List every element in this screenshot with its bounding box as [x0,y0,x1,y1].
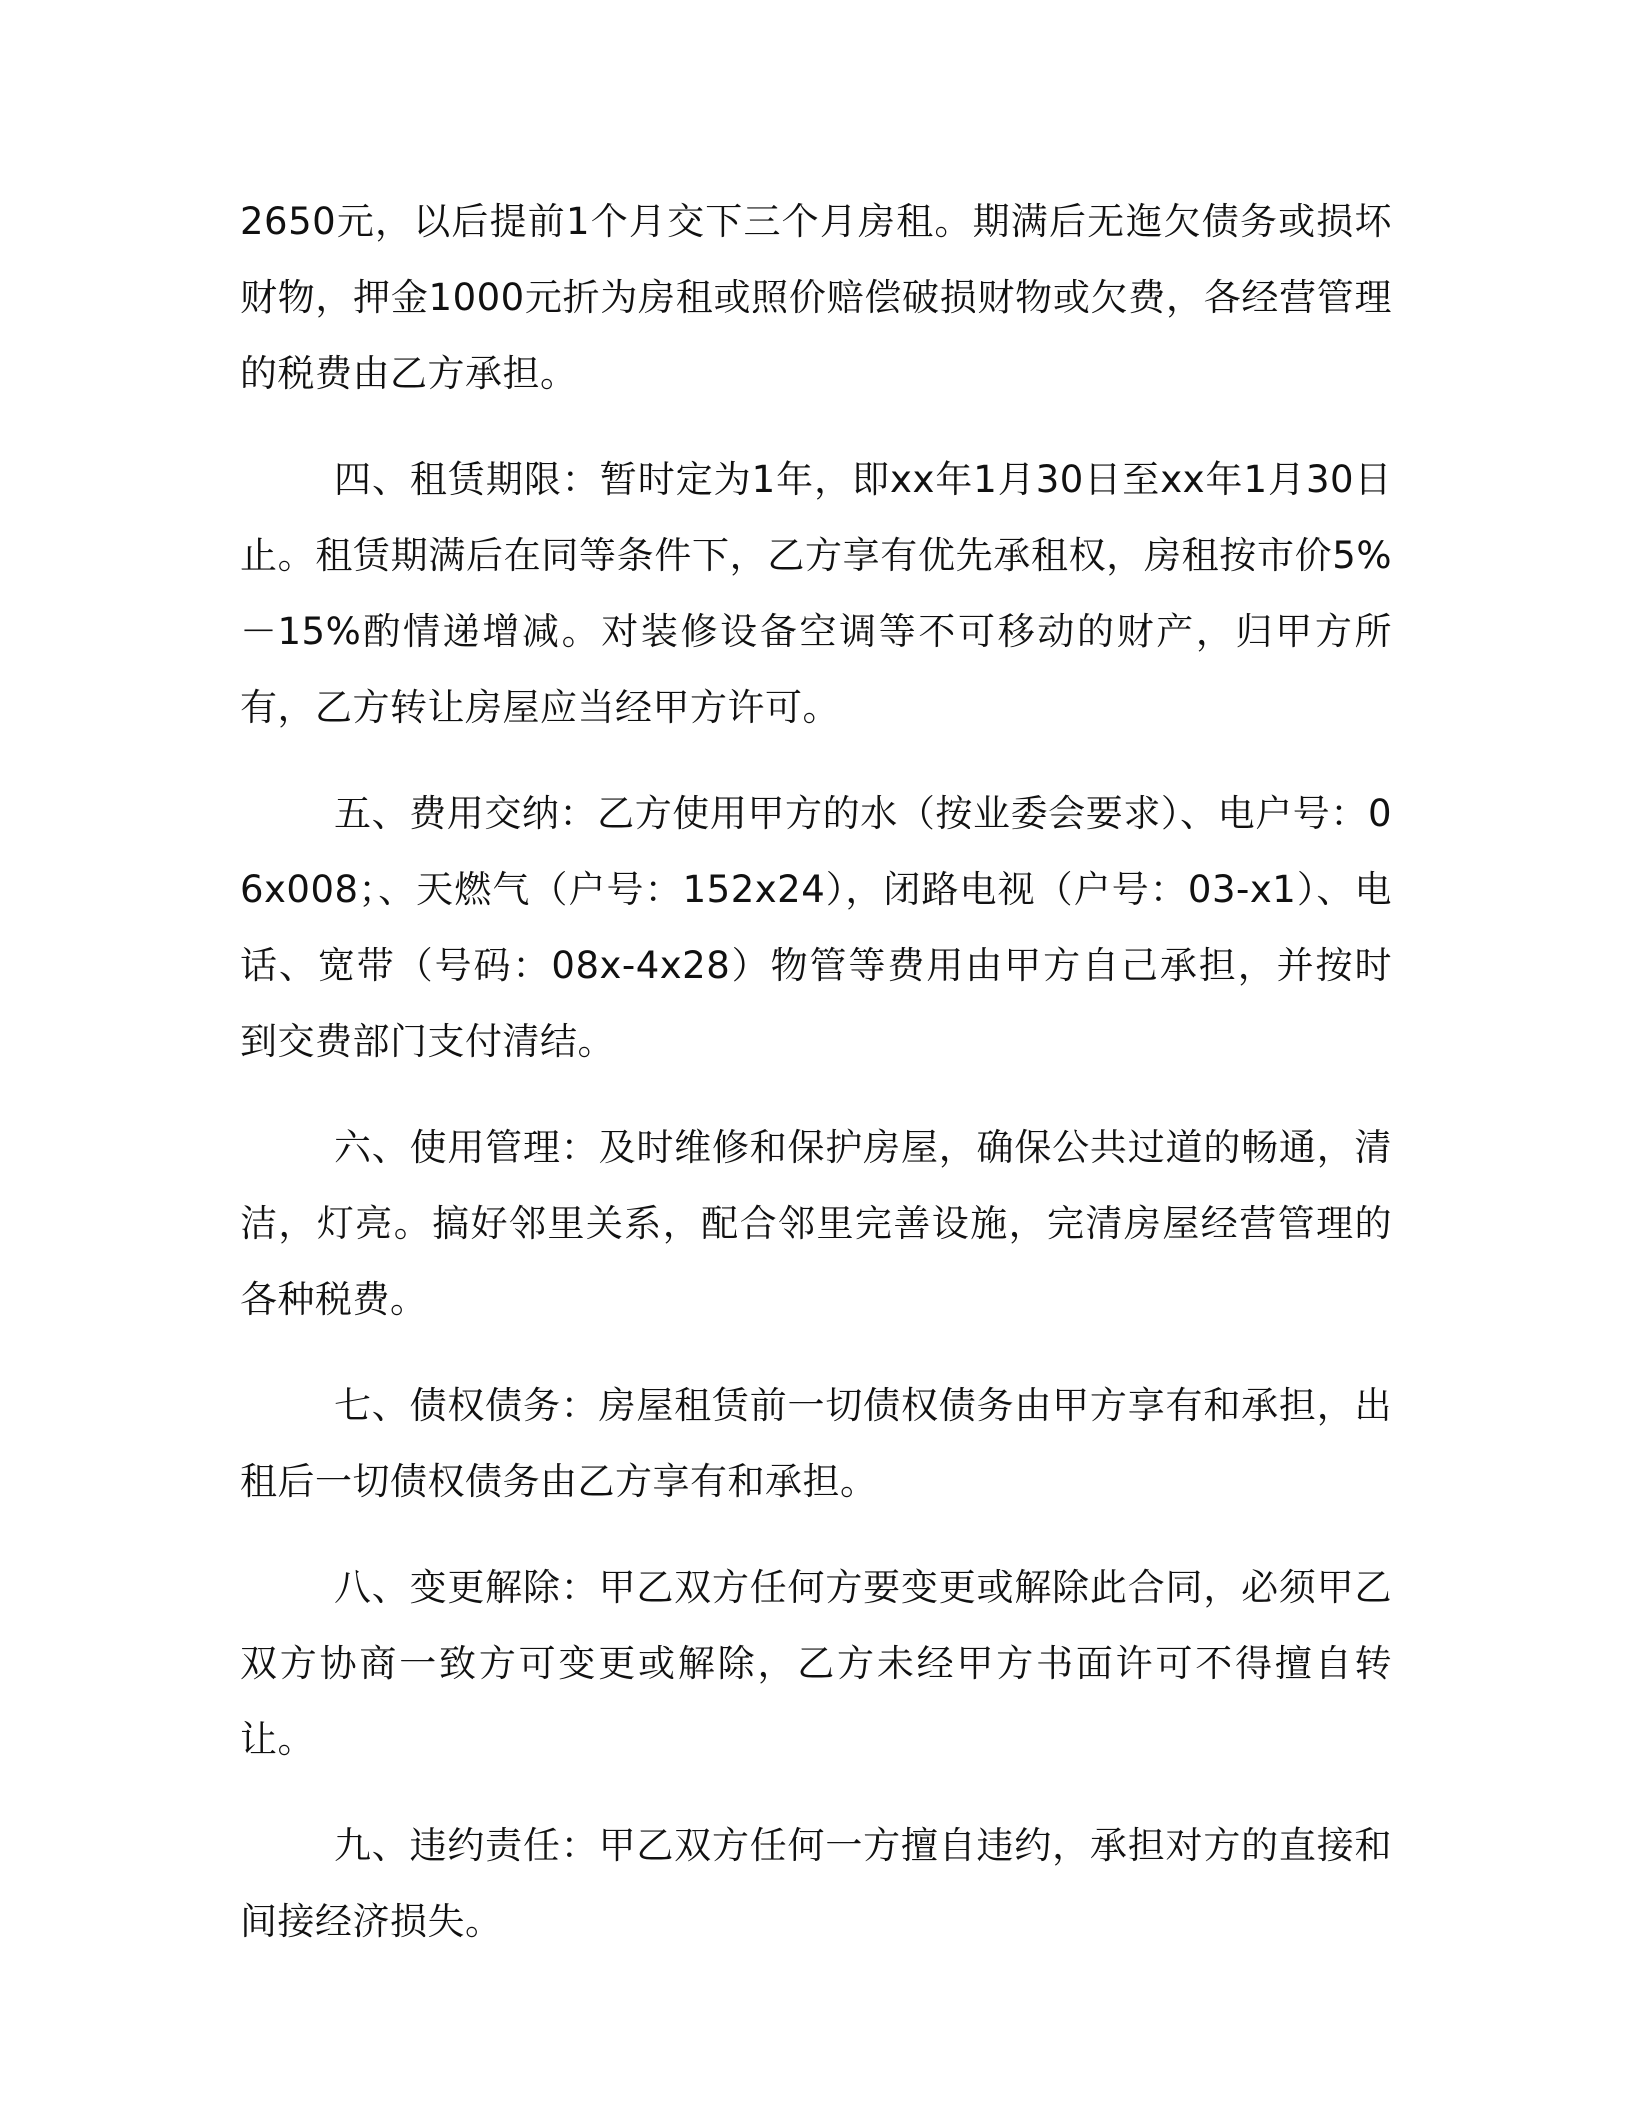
paragraph-lease-term: 四、租赁期限：暂时定为1年，即xx年1月30日至xx年1月30日止。租赁期满后在同等条件下，乙方享有优先承租权，房租按市价5%－15%酌情递增减。对装修设备空调等不可移动的财产，归甲方所有，乙方转让房屋应当经甲方许可。 [240,458,1392,729]
paragraph-rent-payment: 2650元，以后提前1个月交下三个月房租。期满后无迤欠债务或损坏财物，押金1000元折为房租或照价赔偿破损财物或欠费，各经营管理的税费由乙方承担。 [240,200,1392,395]
paragraph-change-termination: 八、变更解除：甲乙双方任何方要变更或解除此合同，必须甲乙双方协商一致方可变更或解除，乙方未经甲方书面许可不得擅自转让。 [240,1566,1392,1761]
paragraph-breach-liability: 九、违约责任：甲乙双方任何一方擅自违约，承担对方的直接和间接经济损失。 [240,1824,1392,1943]
document-body [240,184,1392,1990]
paragraph-fee-payment: 五、费用交纳：乙方使用甲方的水（按业委会要求）、电户号：06x008；、天燃气（户号：152x24），闭路电视（户号：03-x1）、电话、宽带（号码：08x-4x28）物管等费用由甲方自己承担，并按时到交费部门支付清结。 [240,792,1392,1063]
paragraph-usage-management: 六、使用管理：及时维修和保护房屋，确保公共过道的畅通，清洁，灯亮。搞好邻里关系，配合邻里完善设施，完清房屋经营管理的各种税费。 [240,1126,1392,1321]
paragraph-debts: 七、债权债务：房屋租赁前一切债权债务由甲方享有和承担，出租后一切债权债务由乙方享有和承担。 [240,1384,1392,1503]
